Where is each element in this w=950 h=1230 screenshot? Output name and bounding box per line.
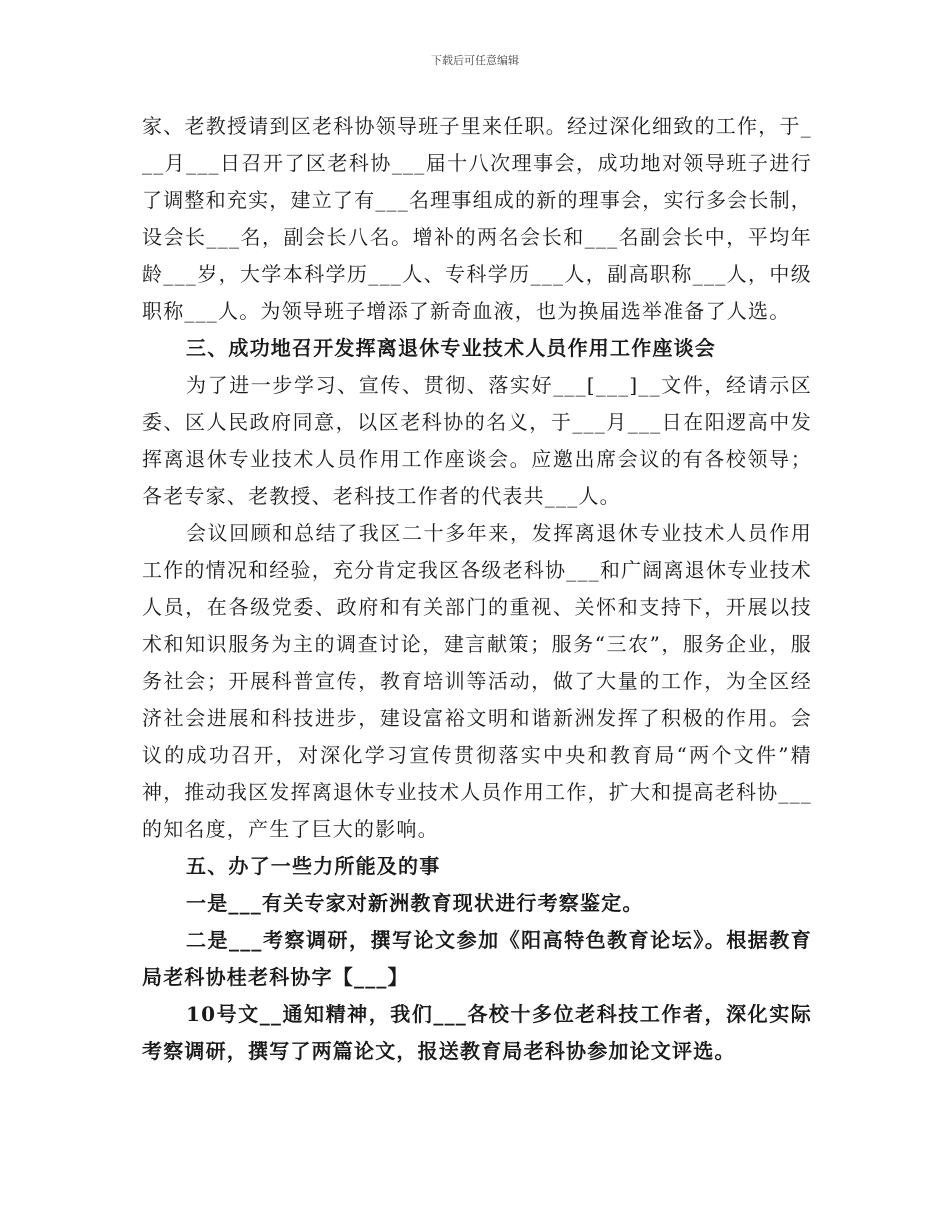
section-3-paragraph-2: 会议回顾和总结了我区二十多年来，发挥离退休专业技术人员作用工作的情况和经验，充分肯定我区各级老科协___和广阔离退休专业技术人员，在各级党委、政府和有关部门的重视、关怀和支持下，开展以技术和知识服务为主的调查讨论，建言献策；服务“三农”，服务企业，服务社会；开展科普宣传，教育培训等活动，做了大量的工作，为全区经济社会进展和科技进步，建设富裕文明和谐新洲发挥了积极的作用。会议的成功召开，对深化学习宣传贯彻落实中央和教育局“两个文件”精神，推动我区发挥离退休专业技术人员作用工作，扩大和提高老科协___的知名度，产生了巨大的影响。 [142, 521, 812, 841]
page-header: 下载后可任意编辑 [431, 54, 519, 67]
section-5-heading: 五、办了一些力所能及的事 [186, 854, 441, 878]
paragraph-leadership: 家、老教授请到区老科协领导班子里来任职。经过深化细致的工作，于___月___日召开了区老科协___届十八次理事会，成功地对领导班子进行了调整和充实，建立了有___名理事组成的新的理事会，实行多会长制，设会长___名，副会长八名。增补的两名会长和___名副会长中，平均年龄___岁，大学本科学历___人、专科学历___人，副高职称___人，中级职称___人。为领导班子增添了新奇血液，也为换届选举准备了人选。 [142, 114, 812, 323]
section-3-heading: 三、成功地召开发挥离退休专业技术人员作用工作座谈会 [186, 336, 716, 360]
document-body [142, 108, 812, 1070]
section-5-item-1: 一是___有关专家对新洲教育现状进行考察鉴定。 [186, 891, 644, 915]
section-3-paragraph-1: 为了进一步学习、宣传、贯彻、落实好___[___]__文件，经请示区委、区人民政府同意，以区老科协的名义，于___月___日在阳逻高中发挥离退休专业技术人员作用工作座谈会。应邀出席会议的有各校领导；各老专家、老教授、老科技工作者的代表共___人。 [142, 373, 812, 508]
section-5-item-2: 二是___考察调研，撰写论文参加《阳高特色教育论坛》。根据教育局老科协桂老科协字【___】 [142, 928, 812, 989]
section-5-item-3: 10号文__通知精神，我们___各校十多位老科技工作者，深化实际考察调研，撰写了两篇论文，报送教育局老科协参加论文评选。 [142, 1002, 812, 1063]
